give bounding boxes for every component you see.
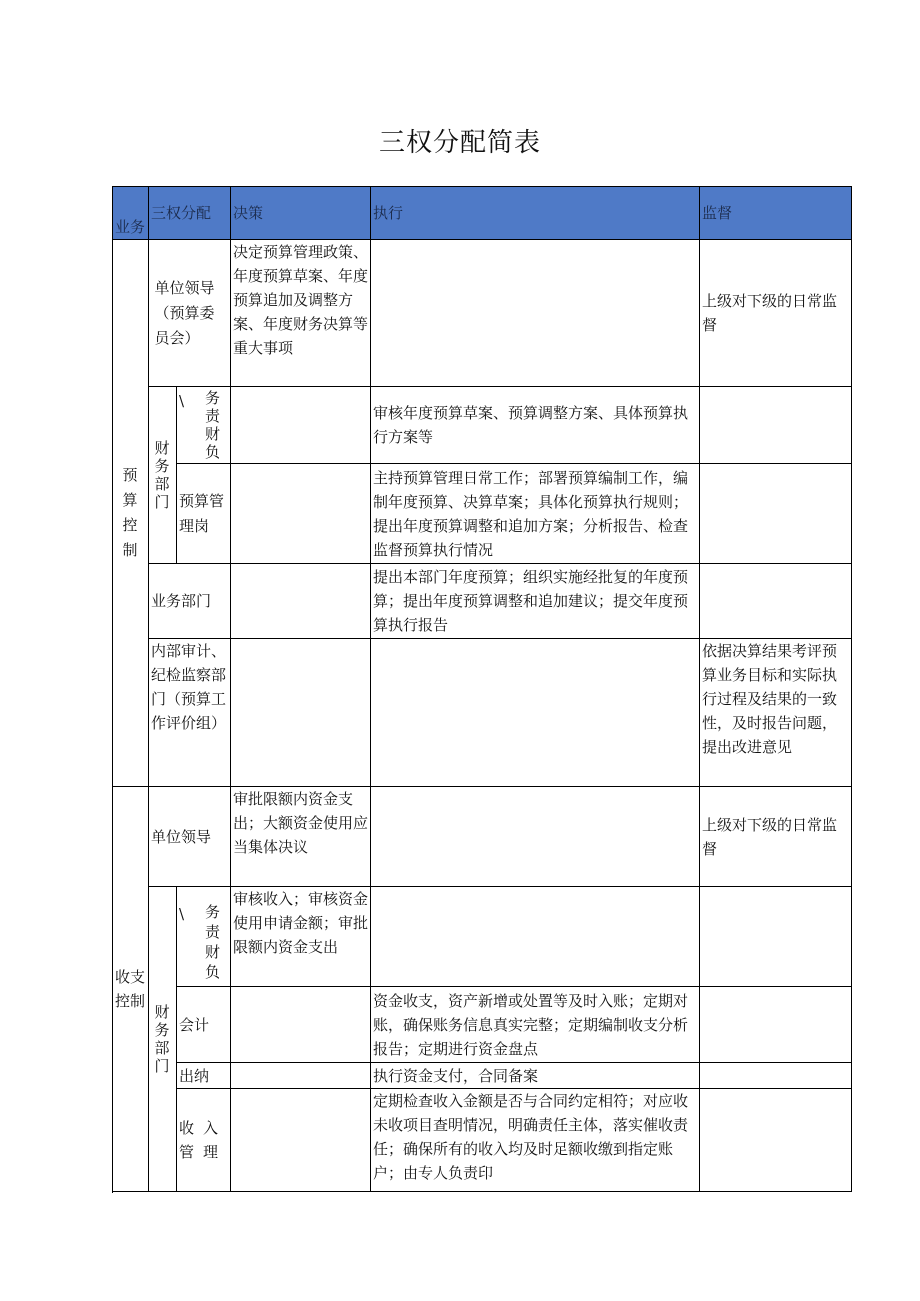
table-row [113,639,852,787]
revenue-income-mgmt-decision [231,1089,371,1192]
budget-leader-decision: 决定预算管理政策、年度预算草案、年度预算追加及调整方案、年度财务决算等重大事项 [231,240,371,387]
budget-leader-supervision: 上级对下级的日常监督 [700,240,852,387]
table-row [113,887,852,987]
revenue-cashier-execution: 执行资金支付，合同备案 [371,1063,700,1089]
revenue-cashier-decision [231,1063,371,1089]
header-decision: 决策 [231,187,371,240]
revenue-accountant-execution: 资金收支，资产新增或处置等及时入账；定期对账，确保账务信息真实完整；定期编制收支分析报告；定期进行资金盘点 [371,987,700,1063]
revenue-accountant-supervision [700,987,852,1063]
table-row [113,1063,852,1089]
budget-finance-head-supervision [700,387,852,464]
budget-post-execution: 主持预算管理日常工作；部署预算编制工作，编制年度预算、决算草案；具体化预算执行规则；提出年度预算调整和追加方案；分析报告、检查监督预算执行情况 [371,464,700,564]
header-allocation: 三权分配 [149,187,231,240]
table-row [113,240,852,387]
budget-finance-head-decision [231,387,371,464]
revenue-leader-execution [371,787,700,887]
revenue-income-mgmt: 收入管理 [177,1089,231,1192]
header-business: 业务 [113,187,149,240]
budget-audit-decision [231,639,371,787]
table-row [113,1089,852,1192]
table-row [113,387,852,464]
budget-biz-dept-decision [231,564,371,639]
table-row [113,464,852,564]
revenue-leader: 单位领导 [149,787,231,887]
revenue-control-label: 收支控制 [113,787,149,1192]
budget-post-decision [231,464,371,564]
revenue-accountant: 会计 [177,987,231,1063]
budget-biz-dept-supervision [700,564,852,639]
budget-leader-cell: 单位领导（预算委员会） [149,240,231,387]
budget-audit: 内部审计、纪检监察部门（预算工作评价组） [149,639,231,787]
budget-audit-supervision: 依据决算结果考评预算业务目标和实际执行过程及结果的一致性，及时报告问题，提出改进意见 [700,639,852,787]
revenue-finance-head-decision: 审核收入；审核资金使用申请金额；审批限额内资金支出 [231,887,371,987]
table-header-row [113,187,852,240]
table-row [113,987,852,1063]
page-title: 三权分配简表 [378,128,541,158]
budget-finance-dept: 财务部门 [149,387,177,564]
revenue-income-mgmt-supervision [700,1089,852,1192]
revenue-cashier: 出纳 [177,1063,231,1089]
table-row [113,787,852,887]
header-supervision: 监督 [700,187,852,240]
revenue-finance-head: \ 务责财负 [177,887,231,987]
revenue-income-mgmt-execution: 定期检查收入金额是否与合同约定相符；对应收未收项目查明情况，明确责任主体，落实催收责任；确保所有的收入均及时足额收缴到指定账户；由专人负责印 [371,1089,700,1192]
revenue-accountant-decision [231,987,371,1063]
revenue-finance-head-supervision [700,887,852,987]
budget-finance-head-execution: 审核年度预算草案、预算调整方案、具体预算执行方案等 [371,387,700,464]
revenue-cashier-supervision [700,1063,852,1089]
budget-post: 预算管理岗 [177,464,231,564]
revenue-finance-dept: 财务部门 [149,887,177,1192]
revenue-leader-decision: 审批限额内资金支出；大额资金使用应当集体决议 [231,787,371,887]
budget-audit-execution [371,639,700,787]
table-row [113,564,852,639]
three-powers-table [112,186,852,1192]
budget-biz-dept: 业务部门 [149,564,231,639]
budget-biz-dept-execution: 提出本部门年度预算；组织实施经批复的年度预算；提出年度预算调整和追加建议；提交年度预算执行报告 [371,564,700,639]
budget-finance-head: \ 务责财负 [177,387,231,464]
budget-leader-execution [371,240,700,387]
revenue-leader-supervision: 上级对下级的日常监督 [700,787,852,887]
header-execution: 执行 [371,187,700,240]
budget-post-supervision [700,464,852,564]
budget-control-label: 预算控制 [113,240,149,787]
revenue-finance-head-execution [371,887,700,987]
